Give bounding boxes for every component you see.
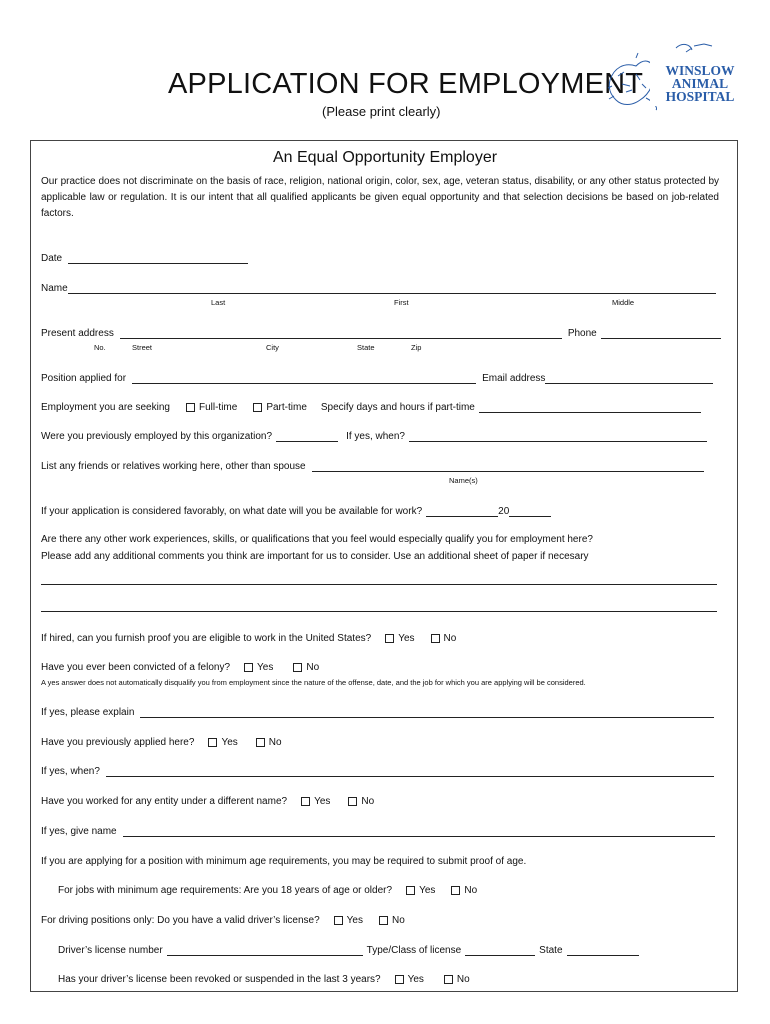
- give-name-field[interactable]: [123, 825, 715, 837]
- license-yes-option[interactable]: Yes: [334, 915, 363, 926]
- eligible-row: [41, 630, 456, 644]
- address-sub-state: State: [357, 343, 375, 352]
- prev-employed-field[interactable]: [276, 430, 338, 442]
- name-sub-first: First: [394, 298, 409, 307]
- additional-comments-row: [41, 548, 589, 562]
- drivers-license-row: [41, 912, 405, 926]
- name-field[interactable]: [68, 282, 716, 294]
- explain-label: If yes, please explain: [41, 707, 135, 718]
- friends-label: List any friends or relatives working here, other than spouse: [41, 461, 306, 472]
- felony-note: A yes answer does not automatically disqualify you from employment since the nature of the offense, date, and the job for which you are applying will be considered.: [41, 678, 586, 687]
- additional-comments-text: Please add any additional comments you think are important for us to consider. Use an additional sheet of paper if necesary: [41, 551, 589, 562]
- address-row: [41, 325, 721, 339]
- license-yes-checkbox[interactable]: [334, 916, 343, 925]
- different-name-no-option[interactable]: No: [348, 796, 374, 807]
- logo-text: WINSLOW ANIMAL HOSPITAL: [665, 63, 735, 104]
- prev-employed-row: [41, 428, 707, 442]
- comments-line-2[interactable]: [41, 611, 717, 612]
- age-18-question: For jobs with minimum age requirements: Are you 18 years of age or older?: [58, 885, 393, 896]
- year-prefix: 20: [498, 506, 510, 517]
- part-time-checkbox[interactable]: [253, 403, 262, 412]
- name-sub-last: Last: [211, 298, 226, 307]
- revoked-row: [58, 971, 470, 985]
- position-field[interactable]: [132, 372, 476, 384]
- other-experience-question: Are there any other work experiences, skills, or qualifications that you feel would especially qualify you for employment here?: [41, 534, 593, 545]
- min-age-row: [41, 853, 526, 867]
- page-title: APPLICATION FOR EMPLOYMENT: [168, 68, 644, 100]
- license-no-checkbox[interactable]: [379, 916, 388, 925]
- position-row: [41, 370, 713, 384]
- license-state-field[interactable]: [567, 944, 639, 956]
- employment-seeking-label: Employment you are seeking: [41, 402, 170, 413]
- full-time-checkbox[interactable]: [186, 403, 195, 412]
- felony-yes-option[interactable]: Yes: [244, 662, 273, 673]
- felony-row: [41, 659, 319, 673]
- revoked-no-checkbox[interactable]: [444, 975, 453, 984]
- applied-when-label: If yes, when?: [41, 766, 100, 777]
- position-label: Position applied for: [41, 373, 127, 384]
- address-label: Present address: [41, 328, 114, 339]
- age-18-yes-option[interactable]: Yes: [406, 885, 435, 896]
- eligible-no-option[interactable]: No: [431, 633, 457, 644]
- license-number-row: [58, 942, 639, 956]
- date-row: [41, 250, 248, 264]
- address-field[interactable]: [120, 327, 562, 339]
- eligible-yes-option[interactable]: Yes: [385, 633, 414, 644]
- different-name-yes-checkbox[interactable]: [301, 797, 310, 806]
- employment-type-row: [41, 399, 701, 413]
- explain-field[interactable]: [140, 706, 714, 718]
- license-number-label: Driver’s license number: [58, 945, 163, 956]
- email-label: Email address: [482, 373, 546, 384]
- felony-no-option[interactable]: No: [293, 662, 319, 673]
- name-sub-middle: Middle: [612, 298, 635, 307]
- type-class-label: Type/Class of license: [366, 945, 462, 956]
- different-name-row: [41, 793, 374, 807]
- eligible-no-checkbox[interactable]: [431, 634, 440, 643]
- applied-yes-checkbox[interactable]: [208, 738, 217, 747]
- age-18-no-checkbox[interactable]: [451, 886, 460, 895]
- revoked-yes-checkbox[interactable]: [395, 975, 404, 984]
- eligible-question: If hired, can you furnish proof you are eligible to work in the United States?: [41, 633, 372, 644]
- give-name-row: [41, 823, 715, 837]
- applied-when-field[interactable]: [106, 765, 714, 777]
- applied-no-checkbox[interactable]: [256, 738, 265, 747]
- hospital-logo: [606, 40, 746, 112]
- applied-before-row: [41, 734, 282, 748]
- email-field[interactable]: [545, 372, 713, 384]
- explain-row: [41, 704, 714, 718]
- felony-question: Have you ever been convicted of a felony?: [41, 662, 231, 673]
- name-row: [41, 280, 716, 294]
- comments-line-1[interactable]: [41, 584, 717, 585]
- address-sub-city: City: [266, 343, 279, 352]
- license-no-option[interactable]: No: [379, 915, 405, 926]
- address-sub-street: Street: [132, 343, 153, 352]
- applied-before-question: Have you previously applied here?: [41, 737, 195, 748]
- friends-field[interactable]: [312, 460, 704, 472]
- revoked-question: Has your driver’s license been revoked or suspended in the last 3 years?: [58, 974, 381, 985]
- license-state-label: State: [539, 945, 563, 956]
- policy-text: Our practice does not discriminate on the basis of race, religion, national origin, color, sex, age, veteran status, disability, or any other status protected by applicable law or regulation. It is our intent that all qualified applicants be given equal opportunity and that selection decisions be based on job-related factors.: [41, 176, 719, 219]
- age-18-no-option[interactable]: No: [451, 885, 477, 896]
- available-label: If your application is considered favorably, on what date will you be available for work?: [41, 506, 423, 517]
- date-field[interactable]: [68, 252, 248, 264]
- friends-row: [41, 458, 704, 472]
- full-time-option[interactable]: Full-time: [186, 402, 237, 413]
- days-hours-label: Specify days and hours if part-time: [320, 402, 475, 413]
- type-class-field[interactable]: [465, 944, 535, 956]
- felony-no-checkbox[interactable]: [293, 663, 302, 672]
- available-row: [41, 503, 551, 517]
- part-time-option[interactable]: Part-time: [253, 402, 307, 413]
- age-18-row: [58, 882, 477, 896]
- address-sub-no: No.: [94, 343, 106, 352]
- eligible-yes-checkbox[interactable]: [385, 634, 394, 643]
- drivers-license-question: For driving positions only: Do you have a valid driver’s license?: [41, 915, 320, 926]
- days-hours-field[interactable]: [479, 401, 701, 413]
- names-sub: Name(s): [449, 476, 478, 485]
- min-age-text: If you are applying for a position with minimum age requirements, you may be required to submit proof of age.: [41, 856, 527, 867]
- applied-when-row: [41, 763, 714, 777]
- available-date-field[interactable]: [426, 505, 498, 517]
- page-subtitle: (Please print clearly): [322, 104, 441, 119]
- equal-opportunity-heading: An Equal Opportunity Employer: [272, 149, 498, 166]
- address-sub-zip: Zip: [411, 343, 422, 352]
- phone-field[interactable]: [601, 327, 721, 339]
- felony-yes-checkbox[interactable]: [244, 663, 253, 672]
- prev-employed-when-field[interactable]: [409, 430, 707, 442]
- license-number-field[interactable]: [167, 944, 363, 956]
- revoked-no-option[interactable]: No: [444, 974, 470, 985]
- applied-yes-option[interactable]: Yes: [208, 737, 237, 748]
- age-18-yes-checkbox[interactable]: [406, 886, 415, 895]
- phone-label: Phone: [567, 328, 597, 339]
- applied-no-option[interactable]: No: [256, 737, 282, 748]
- prev-employed-label: Were you previously employed by this organization?: [41, 431, 273, 442]
- name-label: Name: [41, 283, 68, 294]
- date-label: Date: [41, 253, 63, 264]
- different-name-no-checkbox[interactable]: [348, 797, 357, 806]
- different-name-yes-option[interactable]: Yes: [301, 796, 330, 807]
- other-experience-row: [41, 531, 593, 545]
- revoked-yes-option[interactable]: Yes: [395, 974, 424, 985]
- prev-employed-when-label: If yes, when?: [346, 431, 405, 442]
- give-name-label: If yes, give name: [41, 826, 117, 837]
- available-year-field[interactable]: [509, 505, 551, 517]
- different-name-question: Have you worked for any entity under a different name?: [41, 796, 288, 807]
